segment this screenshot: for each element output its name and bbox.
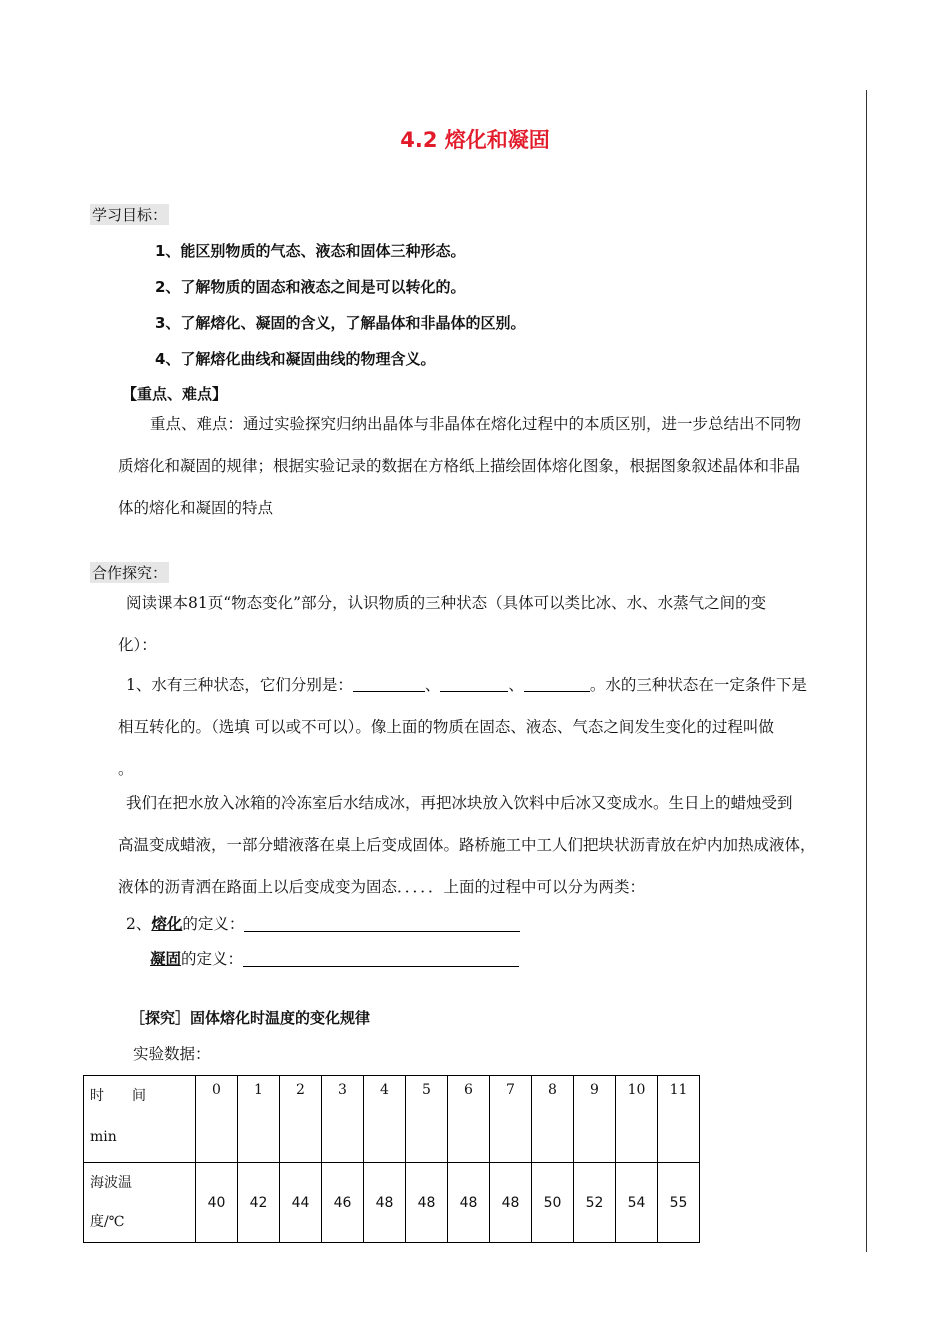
data-label: 实验数据： — [133, 1045, 211, 1063]
solidify-definition — [150, 947, 519, 969]
time-cell: 9 — [574, 1076, 616, 1163]
time-cell: 5 — [406, 1076, 448, 1163]
temp-cell: 52 — [574, 1163, 616, 1243]
def-suffix: 的定义： — [181, 950, 244, 968]
objective-item: 1、能区别物质的气态、液态和固体三种形态。 — [155, 242, 466, 260]
temp-cell: 46 — [322, 1163, 364, 1243]
data-table — [83, 1075, 700, 1243]
q2-number: 2、 — [126, 915, 152, 933]
keypoints-line: 体的熔化和凝固的特点 — [118, 499, 274, 517]
time-header-cell — [84, 1076, 196, 1163]
keypoints-heading: 【重点、难点】 — [122, 385, 228, 403]
keypoints-line: 质熔化和凝固的规律；根据实验记录的数据在方格纸上描绘固体熔化图象，根据图象叙述晶体和非晶 — [118, 457, 801, 475]
objectives-label: 学习目标： — [92, 206, 168, 224]
table-row-time — [84, 1076, 700, 1163]
solidify-term: 凝固 — [150, 950, 182, 968]
temp-cell: 48 — [490, 1163, 532, 1243]
temp-cell: 44 — [280, 1163, 322, 1243]
temp-cell: 48 — [406, 1163, 448, 1243]
objective-item: 2、了解物质的固态和液态之间是可以转化的。 — [155, 278, 466, 296]
time-unit: min — [90, 1129, 117, 1145]
example-line: 我们在把水放入冰箱的冷冻室后水结成冰，再把冰块放入饮料中后冰又变成水。生日上的蜡烛受到 — [126, 794, 793, 812]
melt-definition-blank[interactable] — [244, 917, 520, 932]
temp-cell: 48 — [364, 1163, 406, 1243]
margin-line — [866, 90, 867, 1252]
time-cell: 8 — [532, 1076, 574, 1163]
temp-cell: 50 — [532, 1163, 574, 1243]
read-line: 化）： — [118, 636, 157, 654]
answer-blank-3[interactable] — [524, 677, 590, 692]
time-cell: 1 — [238, 1076, 280, 1163]
time-header-top: 时 间 — [90, 1088, 146, 1104]
time-cell: 2 — [280, 1076, 322, 1163]
temp-cell: 42 — [238, 1163, 280, 1243]
q1-after: 。水的三种状态在一定条件下是 — [589, 676, 807, 694]
q1-line2: 相互转化的。（选填 可以或不可以）。像上面的物质在固态、液态、气态之间发生变化的过程叫做 — [118, 718, 774, 736]
solidify-definition-blank[interactable] — [243, 952, 519, 967]
temp-cell: 48 — [448, 1163, 490, 1243]
temp-header-line: 度/℃ — [90, 1213, 125, 1230]
temp-cell: 40 — [196, 1163, 238, 1243]
time-cell: 3 — [322, 1076, 364, 1163]
q1-prefix: 1、水有三种状态，它们分别是： — [126, 676, 353, 694]
page-title: 4.2 熔化和凝固 — [400, 128, 550, 152]
cooperative-label: 合作探究： — [92, 564, 168, 582]
q1-sep: 、 — [424, 676, 441, 694]
q1-sep: 、 — [508, 676, 524, 694]
question-1-line — [126, 665, 807, 706]
time-cell: 4 — [364, 1076, 406, 1163]
objective-item: 3、了解熔化、凝固的含义，了解晶体和非晶体的区别。 — [155, 314, 526, 332]
def-suffix: 的定义： — [182, 915, 245, 933]
temp-header-cell — [84, 1163, 196, 1243]
experiment-heading: ［探究］固体熔化时温度的变化规律 — [130, 1009, 371, 1027]
example-line: 高温变成蜡液，一部分蜡液落在桌上后变成固体。路桥施工中工人们把块状沥青放在炉内加热成液体， — [118, 836, 816, 854]
q1-line3: 。 — [118, 760, 134, 778]
keypoints-line: 重点、难点：通过实验探究归纳出晶体与非晶体在熔化过程中的本质区别，进一步总结出不同物 — [150, 415, 802, 433]
objective-item: 4、了解熔化曲线和凝固曲线的物理含义。 — [155, 350, 436, 368]
time-cell: 10 — [616, 1076, 658, 1163]
answer-blank-2[interactable] — [440, 677, 508, 692]
time-cell: 11 — [658, 1076, 700, 1163]
time-cell: 7 — [490, 1076, 532, 1163]
temp-cell: 55 — [658, 1163, 700, 1243]
example-line: 液体的沥青洒在路面上以后变成变为固态．．．．．上面的过程中可以分为两类： — [118, 878, 646, 896]
temp-cell: 54 — [616, 1163, 658, 1243]
answer-blank-1[interactable] — [353, 677, 425, 692]
time-cell: 0 — [196, 1076, 238, 1163]
time-cell: 6 — [448, 1076, 490, 1163]
read-line: 阅读课本81页“物态变化”部分，认识物质的三种状态（具体可以类比冰、水、水蒸气之间的变 — [126, 594, 767, 612]
melt-definition — [126, 912, 520, 934]
temp-header-line: 海波温 — [90, 1174, 132, 1191]
table-row-temp — [84, 1163, 700, 1243]
melt-term: 熔化 — [151, 915, 183, 933]
